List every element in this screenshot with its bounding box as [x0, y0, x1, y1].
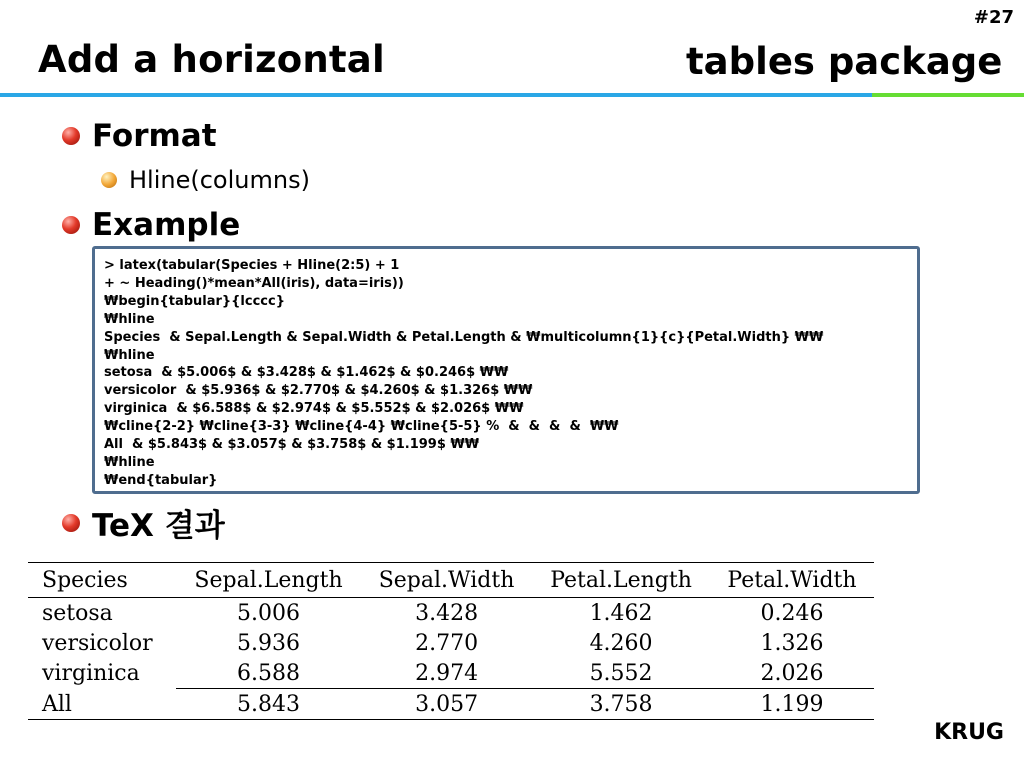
- code-line: virginica & $6.588$ & $2.974$ & $5.552$ & $2.026$ ₩₩: [104, 401, 524, 417]
- table-cell: 4.260: [589, 631, 653, 656]
- column-header: Sepal.Width: [361, 563, 532, 598]
- bullet-text: Format: [92, 118, 217, 154]
- table-cell: 5.936: [237, 631, 300, 656]
- code-block: [92, 246, 920, 494]
- table-cell: 6.588: [237, 661, 300, 686]
- bullet-text: TeX 결과: [92, 508, 225, 544]
- table-cell: 2.026: [760, 661, 824, 686]
- bullet-format: [62, 118, 217, 154]
- rendered-tex-table: [28, 562, 874, 720]
- page-number: #27: [973, 7, 1014, 28]
- bullet-example: [62, 207, 240, 243]
- code-line: ₩hline: [104, 311, 155, 327]
- table-cell: virginica: [42, 661, 140, 687]
- column-header: Petal.Width: [710, 563, 874, 598]
- table-cell: 2.974: [415, 661, 479, 686]
- code-line: ₩hline: [104, 454, 155, 470]
- code-line: + ~ Heading()*mean*All(iris), data=iris)): [104, 275, 404, 291]
- table-cell: All: [28, 689, 176, 720]
- table-cell: 1.462: [589, 601, 653, 626]
- table-row: [28, 598, 874, 629]
- bullet-hline: [101, 166, 310, 194]
- code-line: ₩end{tabular}: [104, 472, 218, 488]
- title-divider: [0, 93, 1024, 97]
- table-cell: setosa: [42, 601, 113, 626]
- column-header: Petal.Length: [532, 563, 710, 598]
- bullet-text: Example: [92, 207, 241, 243]
- red-bullet-icon: [62, 514, 80, 532]
- code-line: setosa & $5.006$ & $3.428$ & $1.462$ & $0.246$ ₩₩: [104, 365, 509, 381]
- table-cell: 1.199: [710, 689, 874, 720]
- code-line: versicolor & $5.936$ & $2.770$ & $4.260$ & $1.326$ ₩₩: [104, 383, 533, 399]
- table-row: [28, 628, 874, 658]
- table-cell: 5.552: [589, 661, 653, 686]
- bullet-tex-result: [62, 500, 225, 545]
- code-line: Species & Sepal.Length & Sepal.Width & Petal.Length & ₩multicolumn{1}{c}{Petal.Width} ₩₩: [104, 329, 824, 345]
- table-cell: versicolor: [42, 631, 153, 656]
- table-cell: 3.057: [361, 689, 532, 720]
- table-cell: 5.006: [237, 601, 300, 626]
- column-header: Sepal.Length: [176, 563, 361, 598]
- column-header: Species: [28, 563, 176, 598]
- table-cell: 1.326: [760, 631, 824, 656]
- slide-title-right: tables package: [686, 40, 1003, 83]
- bullet-text: Hline(columns): [129, 166, 310, 194]
- code-line: All & $5.843$ & $3.057$ & $3.758$ & $1.199$ ₩₩: [104, 437, 480, 453]
- code-line: ₩hline: [104, 347, 155, 363]
- red-bullet-icon: [62, 127, 80, 145]
- table-row-total: [28, 689, 874, 720]
- table-cell: 3.758: [532, 689, 710, 720]
- table-cell: 3.428: [415, 601, 479, 626]
- table-cell: 0.246: [760, 601, 824, 626]
- red-bullet-icon: [62, 216, 80, 234]
- table-cell: 2.770: [415, 631, 479, 656]
- code-line: ₩begin{tabular}{lcccc}: [104, 293, 285, 309]
- code-line: ₩cline{2-2} ₩cline{3-3} ₩cline{4-4} ₩cline{5-5} % & & & & ₩₩: [104, 419, 619, 435]
- table-row: [28, 658, 874, 689]
- code-line: > latex(tabular(Species + Hline(2:5) + 1: [104, 258, 400, 273]
- slide-title-left: Add a horizontal: [38, 38, 385, 81]
- brand-label: KRUG: [934, 720, 1004, 745]
- table-cell: 5.843: [176, 689, 361, 720]
- table-header-row: [28, 563, 874, 598]
- orange-bullet-icon: [101, 172, 117, 188]
